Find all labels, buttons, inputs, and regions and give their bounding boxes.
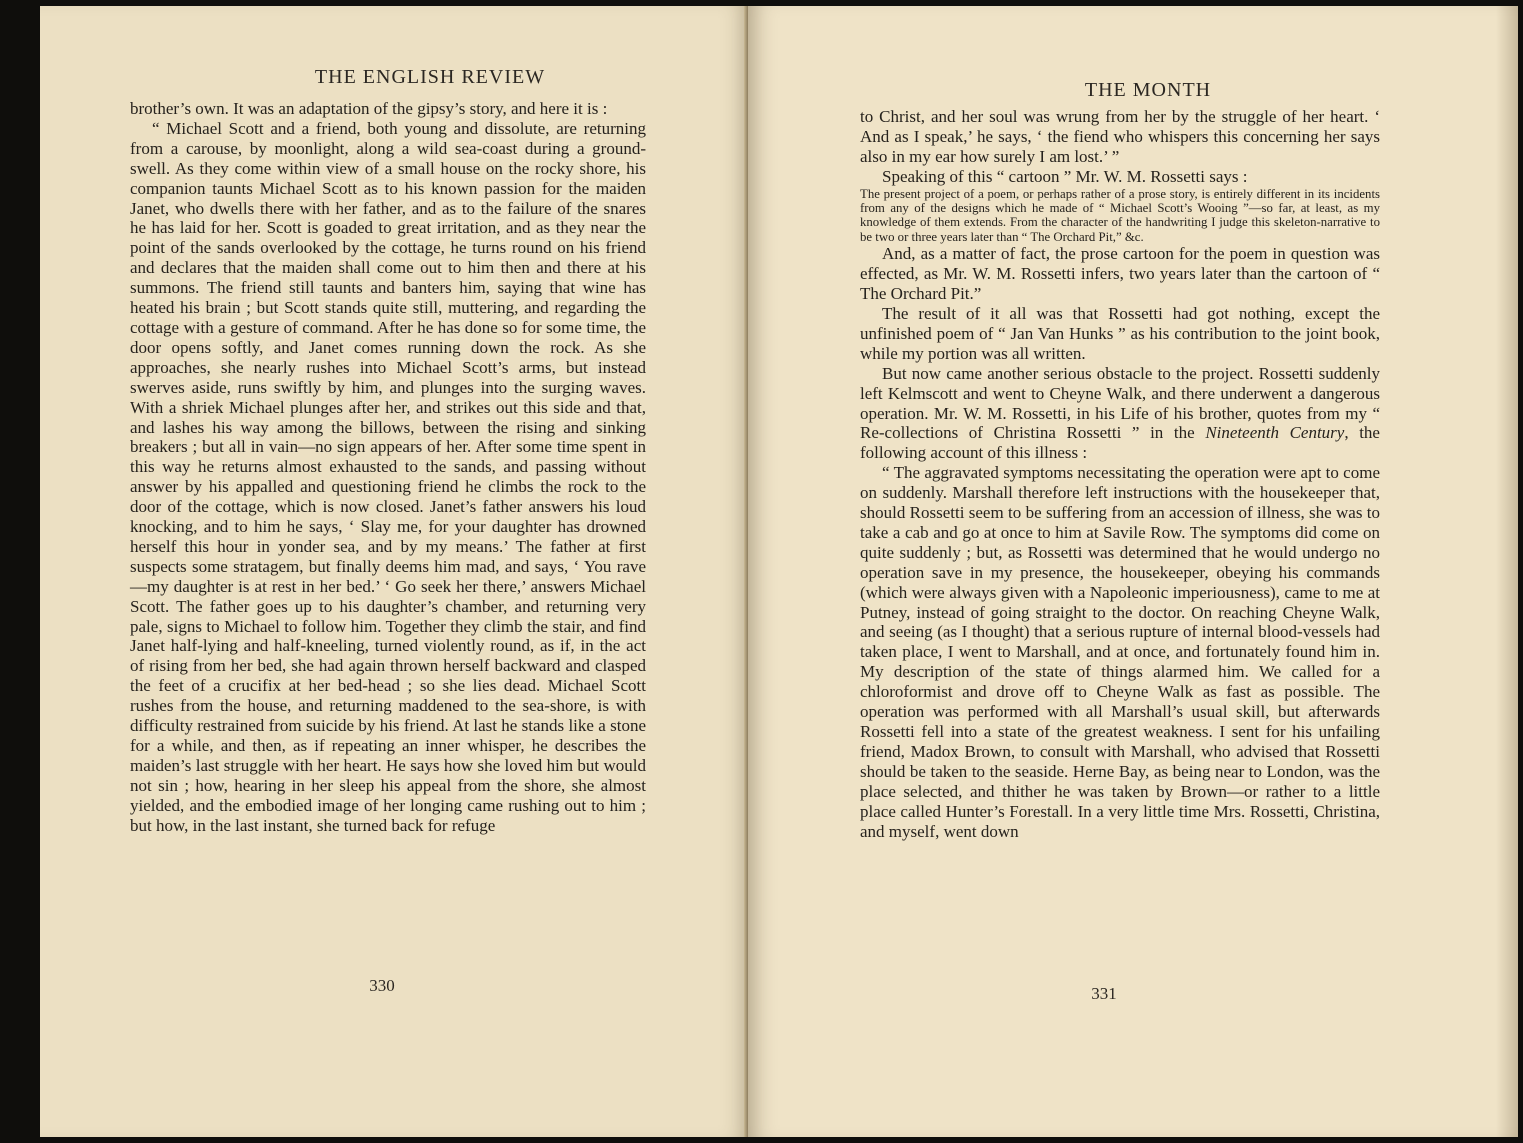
left-page (40, 6, 748, 1137)
text-span: But now came another serious obstacle to the project. Rossetti suddenly left Kelmscott and went to Cheyne Walk, and there underwent a dangerous operation. Mr. W. M. Rossetti, in his Life of his brother, quotes from my “ Re-collections of Christina Rossetti ” in the (860, 363, 1380, 443)
text-span: , the following account of this illness : (860, 423, 1380, 463)
paragraph: to Christ, and her soul was wrung from her by the struggle of her heart. ‘ And as I speak,’ he says, ‘ the fiend who whispers this concerning her says also in my ear how surely I am lost.’ ” (860, 107, 1380, 166)
page-number-left: 330 (369, 976, 395, 995)
running-head-left: THE ENGLISH REVIEW (314, 66, 546, 88)
running-head-right: THE MONTH (1084, 79, 1212, 101)
paragraph (860, 364, 1380, 464)
right-page-body (860, 107, 1380, 841)
paragraph: The result of it all was that Rossetti had got nothing, except the unfinished poem of “ Jan Van Hunks ” as his contribution to the joint book, while my portion was all written. (860, 303, 1380, 363)
italic-title: Nineteenth Century (1205, 423, 1345, 443)
paragraph: “ The aggravated symptoms necessitating the operation were apt to come on suddenly. Marshall therefore left instructions with the housekeeper that, should Rossetti seem to be suffering from an accession of illness, she was to take a cab and go at once to him at Savile Row. The symptoms did come on quite suddenly ; but, as Rossetti was determined that he would undergo no operation save in my presence, the housekeeper, obeying his commands (which were always given with a Napoleonic imperiousness), came to me at Putney, instead of going straight to the doctor. On reaching Cheyne Walk, and seeing (as I thought) that a serious rupture of internal blood-vessels had taken place, I went to Marshall, and at once, and fortunately found him in. My description of the state of things alarmed him. We called for a chloroformist and drove off to Cheyne Walk as fast as possible. The operation was performed with all Marshall’s usual skill, but afterwards Rossetti fell into a state of the greatest weakness. I sent for his unfailing friend, Madox Brown, to consult with Marshall, who advised that Rossetti should be taken to the seaside. Herne Bay, as being near to London, was the place selected, and thither he was taken by Brown—or rather to a little place called Hunter’s Forestall. In a very little time Mrs. Rossetti, Christina, and myself, went down (860, 463, 1380, 841)
left-page-body (130, 99, 646, 836)
paragraph: And, as a matter of fact, the prose cartoon for the poem in question was effected, as Mr. W. M. Rossetti infers, two years later than the cartoon of “ The Orchard Pit.” (860, 244, 1380, 304)
page-number-right: 331 (1091, 984, 1117, 1003)
paragraph: Speaking of this “ cartoon ” Mr. W. M. Rossetti says : (882, 166, 1248, 186)
paragraph: “ Michael Scott and a friend, both young and dissolute, are returning from a carouse, by moonlight, along a wild sea-coast during a ground-swell. As they come within view of a small house on the rocky shore, his companion taunts Michael Scott as to his known passion for the maiden Janet, who dwells there with her father, and as to the failure of the snares he has laid for her. Scott is goaded to great irritation, and as they near the point of the sands overlooked by the cottage, he turns round on his friend and declares that the maiden shall come out to him then and there at his summons. The friend still taunts and banters him, saying that wine has heated his brain ; but Scott stands quite still, muttering, and regarding the cottage with a gesture of command. After he has done so for some time, the door opens softly, and Janet comes running down the rock. As she approaches, she nearly rushes into Michael Scott’s arms, but instead swerves aside, runs swiftly by him, and plunges into the surging waves. With a shriek Michael plunges after her, and strikes out this side and that, and lashes his way among the billows, between the rising and sinking breakers ; but all in vain—no sign appears of her. After some time spent in this way he returns almost exhausted to the sands, and passing without answer by his appalled and questioning friend he climbs the rock to the door of the cottage, which is now closed. Janet’s father answers his loud knocking, and to him he says, ‘ Slay me, for your daughter has drowned herself this hour in yonder sea, and by my means.’ The father at first suspects some stratagem, but finally deems him mad, and says, ‘ You rave—my daughter is at rest in her bed.’ ‘ Go seek her there,’ answers Michael Scott. The father goes up to his daughter’s chamber, and returning very pale, signs to Michael to follow him. Together they climb the stair, and find Janet half-lying and half-kneeling, turned violently round, as if, in the act of rising from her bed, she had again thrown herself backward and clasped the feet of a crucifix at her bed-head ; so she lies dead. Michael Scott rushes from the house, and returning maddened to the sea-shore, is with difficulty restrained from suicide by his friend. At last he stands like a stone for a while, and then, as if repeating an inner whisper, he describes the maiden’s last struggle with her heart. He says how she loved him but would not sin ; how, hearing in her sleep his appeal from the shore, she almost yielded, and the embodied image of her longing came rushing out to him ; but how, in the last instant, she turned back for refuge (130, 118, 646, 835)
paragraph: brother’s own. It was an adaptation of the gipsy’s story, and here it is : (130, 99, 608, 118)
right-page (748, 6, 1518, 1137)
page-edge-shadow (1496, 6, 1518, 1137)
block-quote: The present project of a poem, or perhaps rather of a prose story, is entirely different in its incidents from any of the designs which he made of “ Michael Scott’s Wooing ”—so far, at least, as my knowledge of them extends. From the character of the handwriting I judge this skeleton-narrative to be two or three years later than “ The Orchard Pit,” &c. (860, 186, 1380, 244)
